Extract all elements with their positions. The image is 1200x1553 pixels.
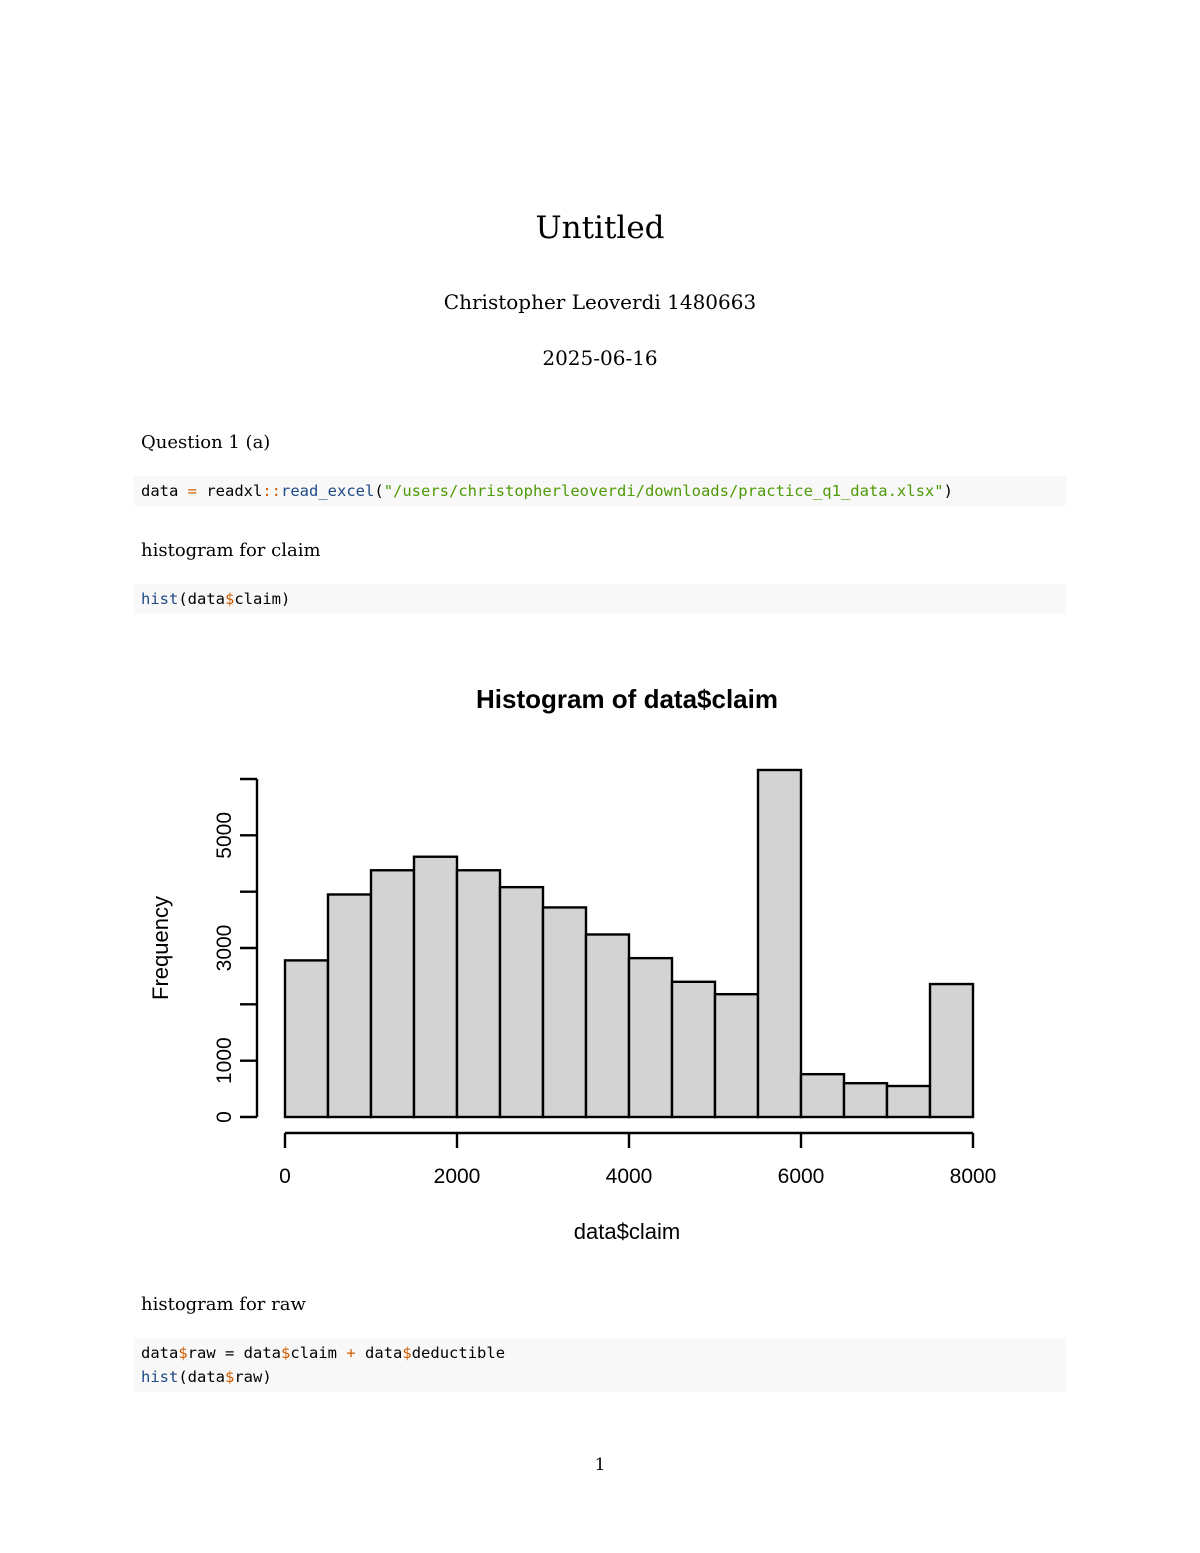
histogram-bar: [457, 870, 500, 1117]
document-title: Untitled: [535, 210, 665, 246]
histogram-bar: [672, 982, 715, 1117]
code-token: ): [943, 482, 953, 500]
x-tick-label: 4000: [605, 1165, 653, 1188]
histogram-bar: [414, 857, 457, 1117]
code-block-hist-claim: [134, 584, 1066, 614]
code-token: readxl: [197, 482, 263, 500]
code-token: claim: [290, 1344, 347, 1362]
chart-title: Histogram of data$claim: [476, 684, 778, 714]
y-tick-label: 0: [213, 1111, 236, 1123]
histogram-bar: [715, 994, 758, 1117]
x-tick-label: 2000: [433, 1165, 481, 1188]
code-token: hist: [141, 1368, 179, 1386]
histogram-bar: [285, 960, 328, 1117]
code-token: =: [225, 1344, 235, 1362]
histogram-bar: [500, 887, 543, 1117]
histogram-bar: [801, 1074, 844, 1117]
histogram-bar: [930, 984, 973, 1117]
code-block-read-excel: [134, 476, 1066, 506]
histogram-bar: [328, 894, 371, 1117]
code-token: (data: [178, 1368, 225, 1386]
histogram-bar: [887, 1086, 930, 1117]
code-token: +: [346, 1344, 356, 1362]
histogram-bar: [586, 934, 629, 1117]
bars-group: [285, 770, 973, 1117]
code-token: "/users/christopherleoverdi/downloads/practice_q1_data.xlsx": [383, 482, 944, 500]
code-token: $: [225, 590, 235, 608]
x-tick-label: 6000: [777, 1165, 825, 1188]
histogram-chart: [134, 660, 1014, 1260]
code-token: deductible: [411, 1344, 506, 1362]
document-date: 2025-06-16: [542, 346, 658, 370]
code-token: $: [402, 1344, 412, 1362]
code-token: ::: [262, 482, 282, 500]
section-histogram-claim: histogram for claim: [141, 540, 321, 561]
y-axis-label: Frequency: [148, 896, 173, 1000]
code-token: data: [141, 1344, 179, 1362]
code-token: data: [141, 482, 188, 500]
y-tick-label: 3000: [213, 924, 236, 972]
code-token: (data: [178, 590, 225, 608]
x-tick-label: 8000: [949, 1165, 997, 1188]
x-axis: [279, 1133, 996, 1188]
histogram-bar: [758, 770, 801, 1117]
document-author: Christopher Leoverdi 1480663: [443, 290, 757, 314]
code-token: $: [281, 1344, 291, 1362]
code-token: $: [225, 1368, 235, 1386]
x-tick-label: 0: [279, 1165, 291, 1188]
code-token: raw): [234, 1368, 272, 1386]
page-number: 1: [594, 1455, 606, 1475]
histogram-bar: [371, 870, 414, 1117]
code-token: $: [178, 1344, 188, 1362]
code-token: data: [234, 1344, 282, 1362]
histogram-bar: [543, 907, 586, 1117]
y-tick-label: 1000: [213, 1037, 236, 1085]
code-token: data: [355, 1344, 403, 1362]
histogram-bar: [629, 958, 672, 1117]
y-tick-label: 5000: [213, 811, 236, 859]
section-question-1a: Question 1 (a): [141, 432, 271, 453]
y-axis: [213, 779, 257, 1123]
code-block-hist-raw: [134, 1338, 1066, 1392]
code-token: raw: [187, 1344, 225, 1362]
section-histogram-raw: histogram for raw: [141, 1294, 306, 1315]
code-token: (: [374, 482, 384, 500]
histogram-bar: [844, 1083, 887, 1117]
code-token: hist: [141, 590, 179, 608]
x-axis-label: data$claim: [573, 1219, 681, 1244]
code-token: claim): [234, 590, 291, 608]
code-token: read_excel: [281, 482, 375, 500]
code-token: =: [187, 482, 198, 500]
